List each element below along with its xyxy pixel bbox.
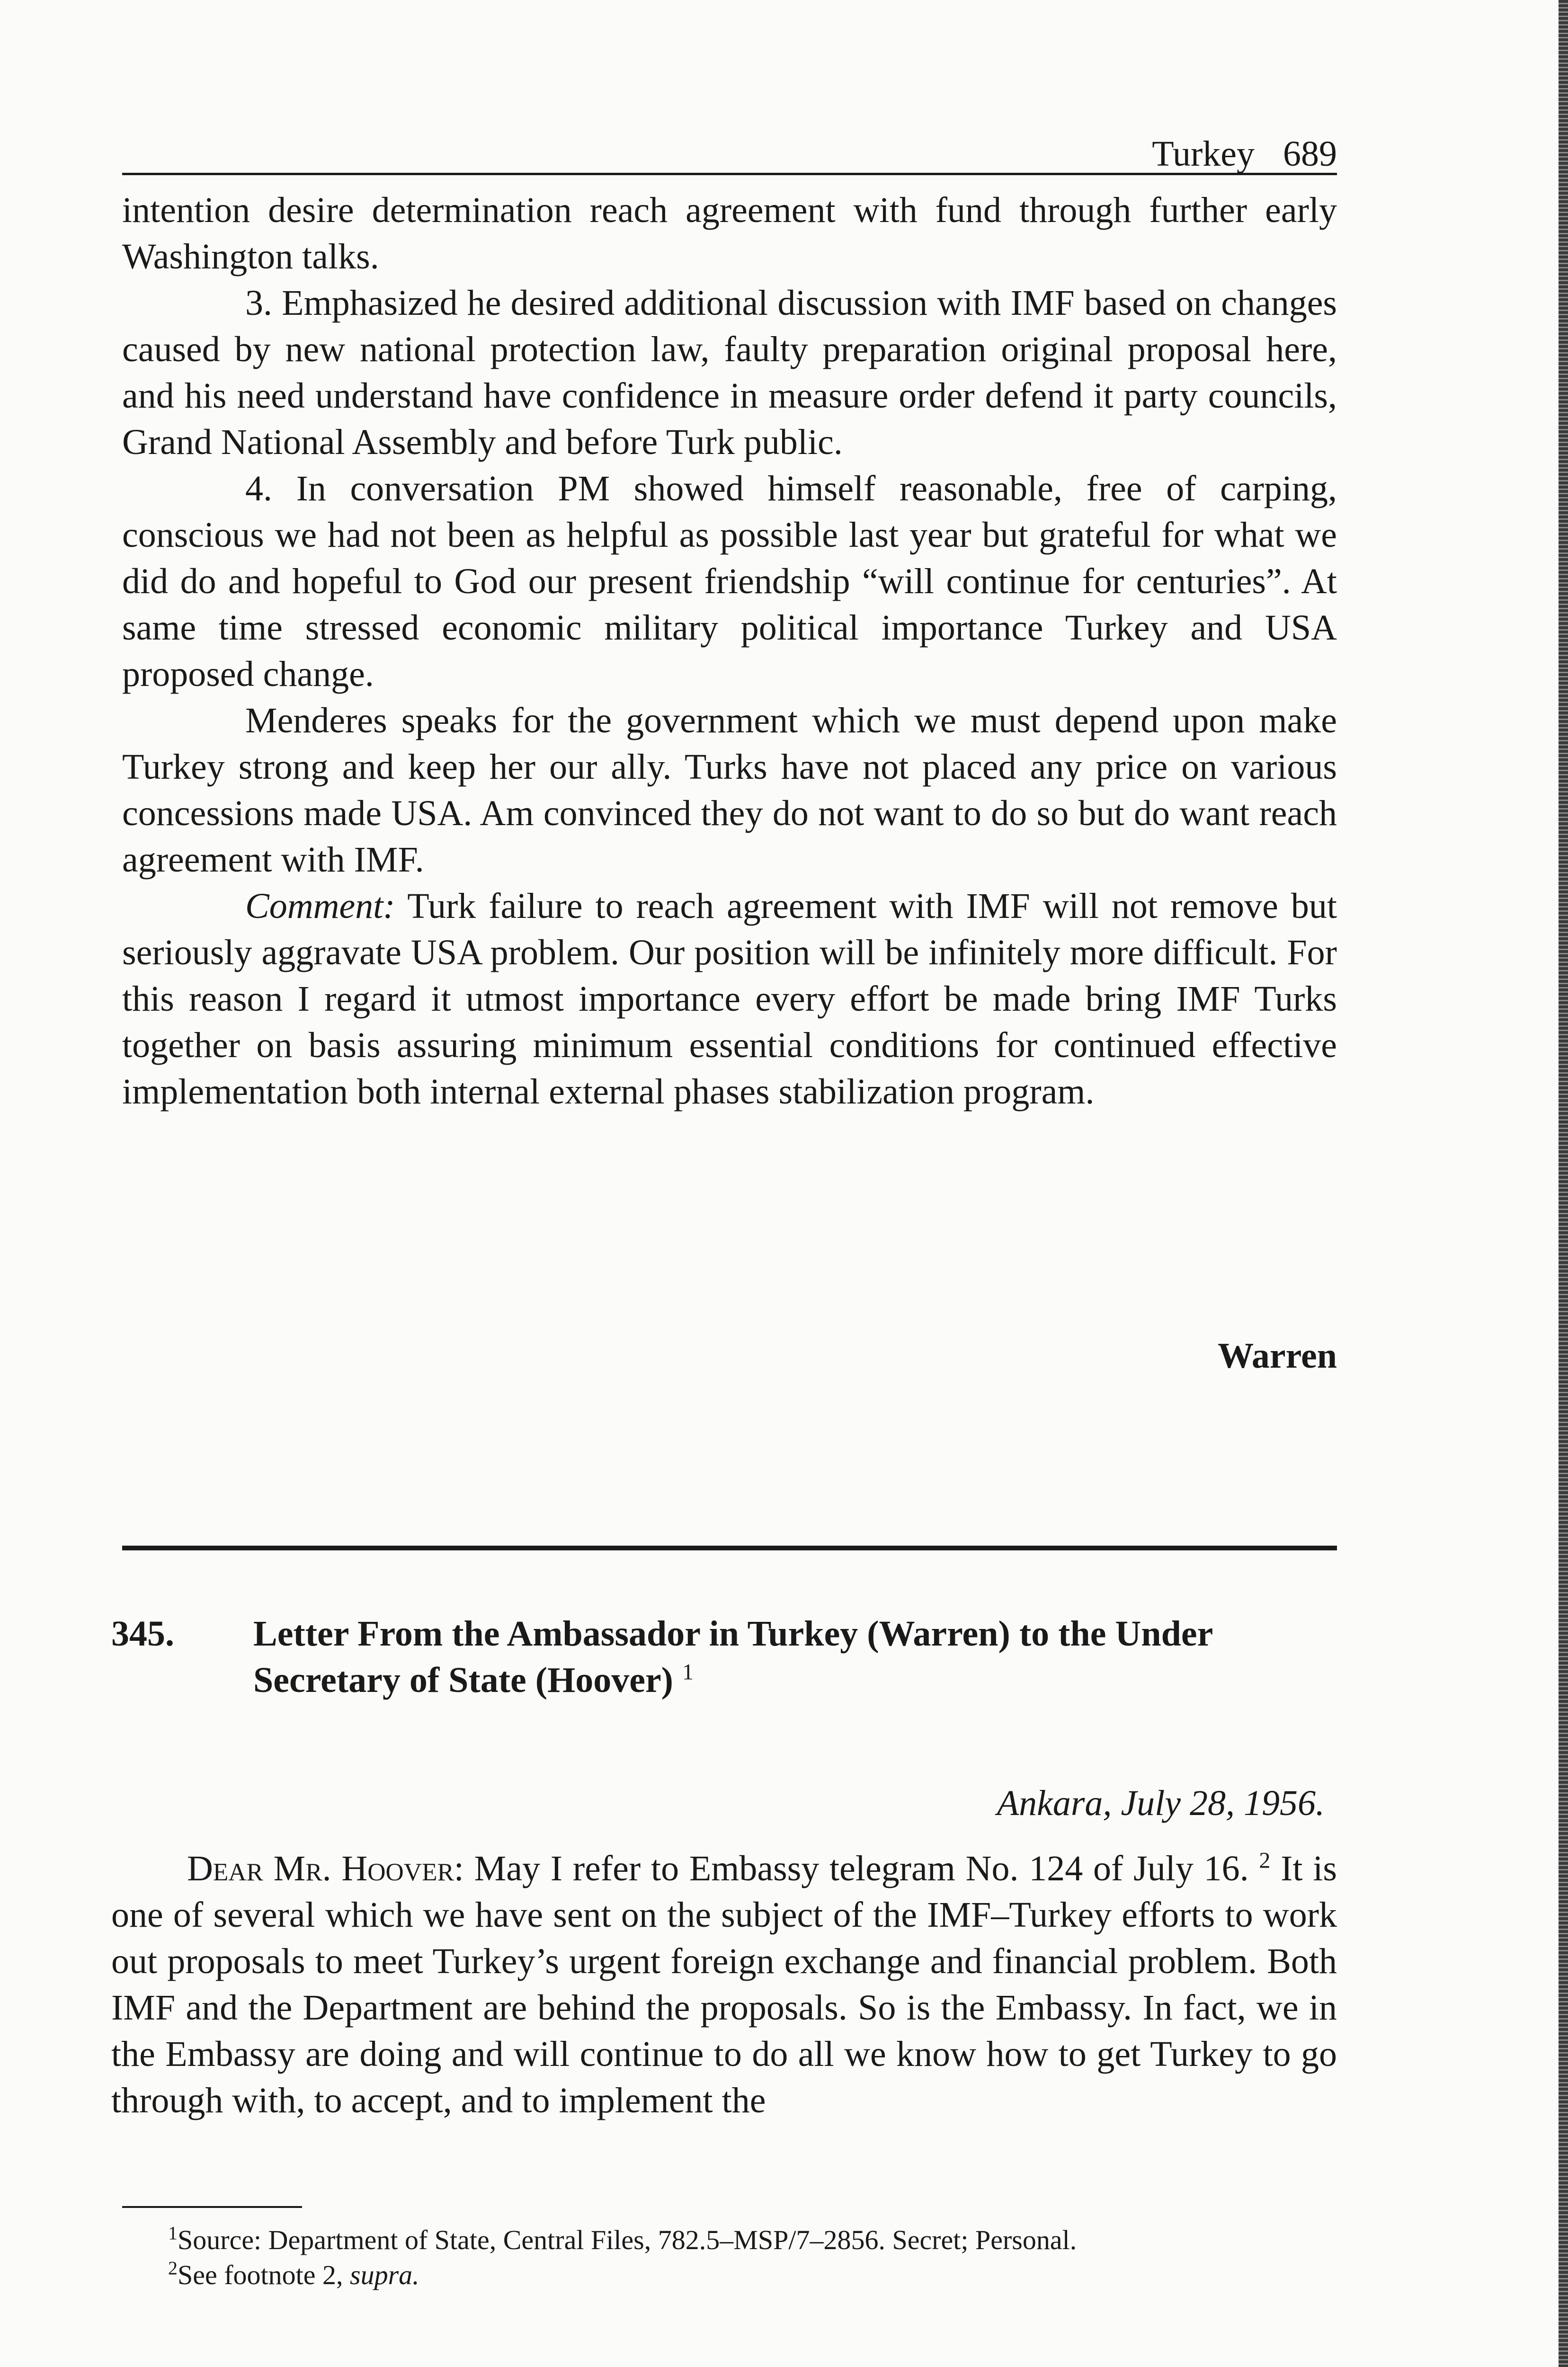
document-title bbox=[253, 1611, 1337, 1703]
section-title: Turkey bbox=[1152, 134, 1255, 174]
document-title-text: Letter From the Ambassador in Turkey (Warren) to the Under Secretary of State (Hoover) bbox=[253, 1614, 1212, 1700]
paragraph-menderes: Menderes speaks for the government which we must depend upon make Turkey strong and keep her our ally. Turks have not placed any price on various concessions made USA. Am convinced they do not want to do so but do want reach agreement with IMF. bbox=[122, 701, 1337, 880]
telegram-continuation bbox=[122, 187, 1337, 1115]
letter-text-rest: It is one of several which we have sent on the subject of the IMF–Turkey efforts to work out proposals to meet Turkey’s urgent foreign exchange and financial problem. Both IMF and the Department are behind the proposals. So is the Embassy. In fact, we in the Embassy are doing and will continue to do all we know how to get Turkey to go through with, to accept, and to implement the bbox=[111, 1849, 1337, 2120]
paragraph-comment bbox=[122, 883, 1337, 1115]
footnotes bbox=[168, 2223, 1337, 2293]
paragraph-intention: intention desire determination reach agreement with fund through further early Washington talks. bbox=[122, 190, 1337, 276]
footnote-1: $^1$Source: Department of State, Central Files, 782.5–MSP/7–2856. Secret; Personal. bbox=[168, 2222, 1077, 2255]
comment-label: Comment: bbox=[245, 886, 395, 926]
body-footnote-ref: 2 bbox=[1259, 1848, 1271, 1873]
document-number: 345. bbox=[111, 1614, 174, 1654]
page-number: 689 bbox=[1283, 134, 1337, 174]
section-divider bbox=[122, 1546, 1337, 1550]
running-head bbox=[1152, 136, 1337, 172]
letter-body bbox=[111, 1845, 1337, 2124]
comment-text: Turk failure to reach agreement with IMF will not remove but seriously aggravate USA problem. Our position will be infinitely more difficult. For this reason I regard it utmost importance every effort be made bring IMF Turks together on basis assuring minimum essential conditions for continued effective implementation both internal external phases stabilization program. bbox=[122, 886, 1337, 1112]
paragraph-3: 3. Emphasized he desired additional discussion with IMF based on changes caused by new national protection law, faulty preparation original proposal here, and his need understand have confidence in measure order defend it party councils, Grand National Assembly and before Turk public. bbox=[122, 283, 1337, 462]
page-edge bbox=[1559, 0, 1568, 2367]
signature-warren: Warren bbox=[1218, 1336, 1337, 1376]
footnote-2: $^2$See footnote 2, supra. bbox=[168, 2257, 419, 2290]
letter-opening-paragraph bbox=[111, 1845, 1337, 2124]
running-header bbox=[122, 135, 1337, 175]
salutation: Dear Mr. Hoover: bbox=[187, 1849, 464, 1888]
letter-text-start: May I refer to Embassy telegram No. 124 of July 16. bbox=[463, 1849, 1249, 1888]
title-footnote-ref: 1 bbox=[682, 1659, 694, 1685]
dateline: Ankara, July 28, 1956. bbox=[997, 1783, 1325, 1823]
footnote-rule bbox=[122, 2206, 302, 2208]
paragraph-4: 4. In conversation PM showed himself reasonable, free of carping, conscious we had not been as helpful as possible last year but grateful for what we did do and hopeful to God our present friendship “will continue for centuries”. At same time stressed economic military political importance Turkey and USA proposed change. bbox=[122, 469, 1337, 694]
